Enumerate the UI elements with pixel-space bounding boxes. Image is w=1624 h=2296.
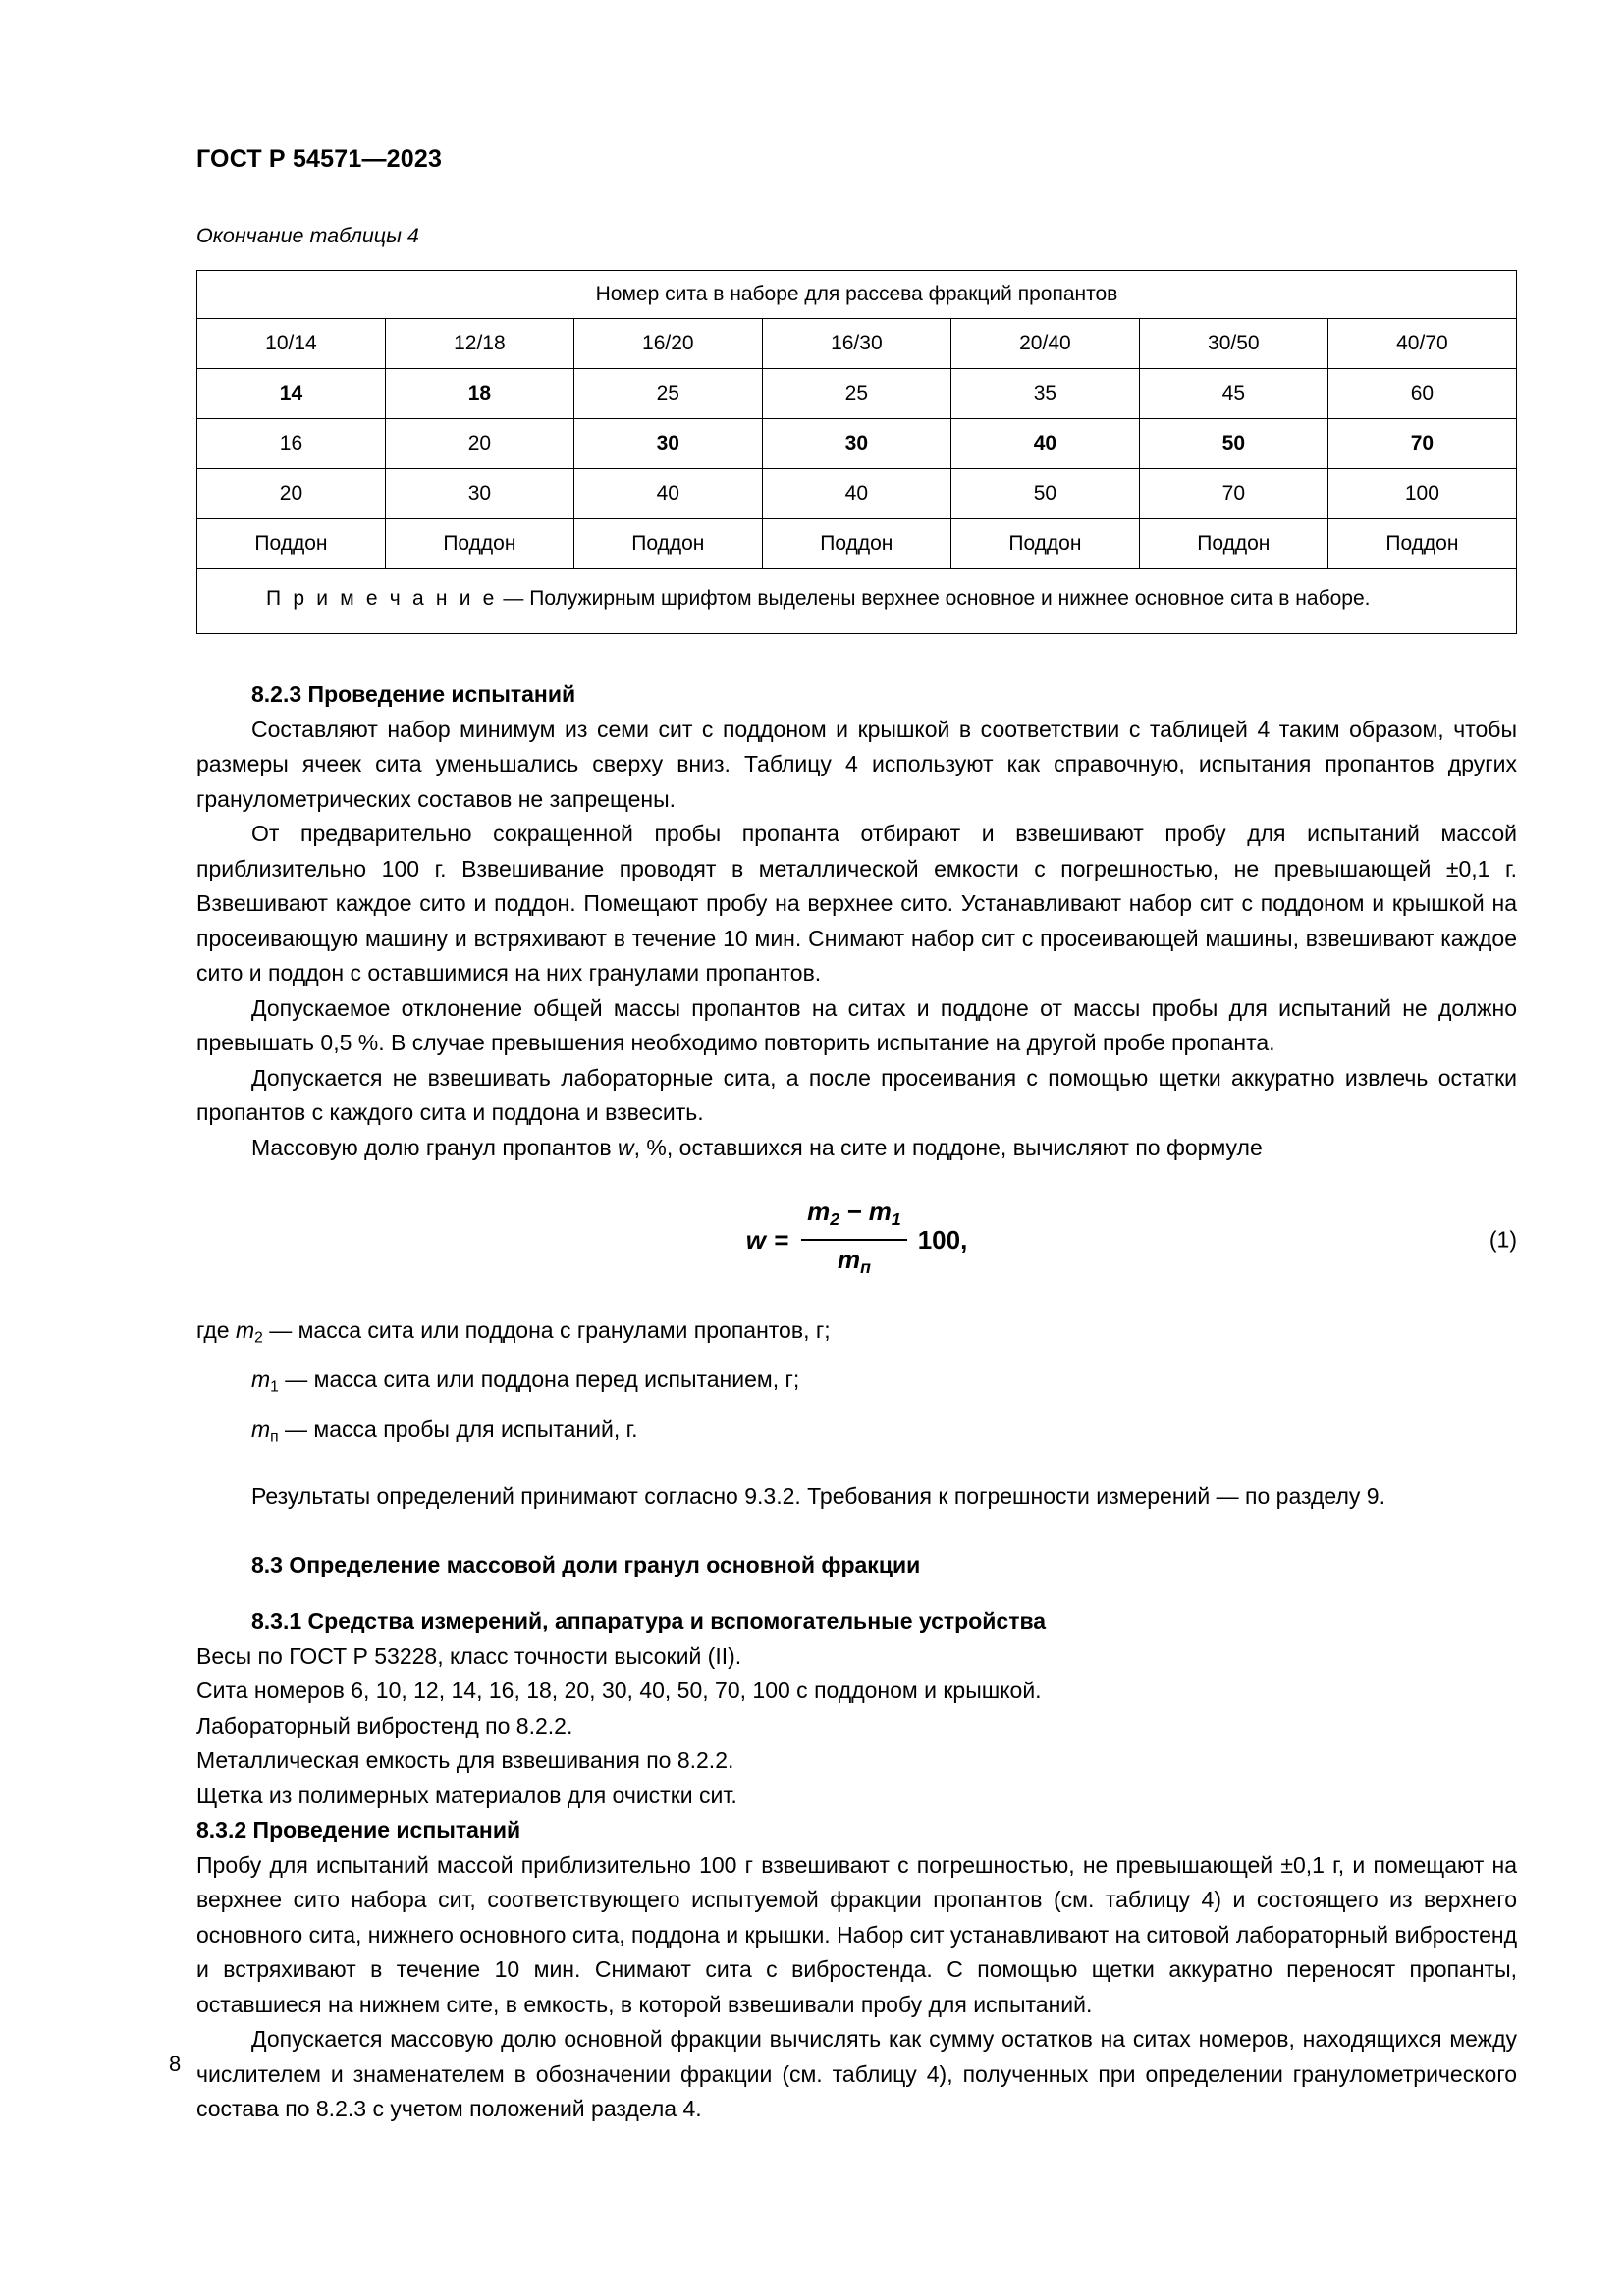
table-row <box>197 369 1517 419</box>
cell-r0c2: 25 <box>573 369 762 419</box>
legend-m2-text: — масса сита или поддона с гранулами пропантов, г; <box>262 1316 831 1343</box>
formula-factor: 100, <box>917 1224 968 1255</box>
cell-r1c0: 16 <box>197 419 386 469</box>
paragraph-8-2-3-4: Допускается не взвешивать лабораторные сита, а после просеивания с помощью щетки аккуратно извлечь остатки пропантов с каждого сита и поддона и взвесить. <box>196 1064 1517 1125</box>
legend-where: где <box>196 1316 236 1343</box>
cell-r1c5: 50 <box>1139 419 1327 469</box>
formula-mp-sub: п <box>860 1257 871 1278</box>
list-item: Весы по ГОСТ Р 53228, класс точности высокий (II). <box>196 1642 742 1669</box>
cell-r3c0: Поддон <box>197 519 386 569</box>
document-header: ГОСТ Р 54571—2023 <box>196 145 443 173</box>
column-header-1: 12/18 <box>385 319 573 369</box>
formula-equals: = <box>773 1224 789 1255</box>
table-caption: Окончание таблицы 4 <box>196 224 419 247</box>
legend-m2-symbol: m <box>235 1316 255 1343</box>
formula-fraction <box>801 1195 907 1286</box>
formula-number: (1) <box>1489 1226 1517 1253</box>
table-row <box>197 419 1517 469</box>
list-item: Щетка из полимерных материалов для очистки сит. <box>196 1782 737 1808</box>
formula-m2-sub: 2 <box>830 1208 840 1229</box>
formula-m1-sub: 1 <box>891 1208 901 1229</box>
cell-r2c4: 50 <box>950 469 1139 519</box>
column-header-3: 16/30 <box>762 319 950 369</box>
cell-r0c5: 45 <box>1139 369 1327 419</box>
cell-r2c0: 20 <box>197 469 386 519</box>
table-group-header: Номер сита в наборе для рассева фракций пропантов <box>197 271 1517 319</box>
cell-r2c3: 40 <box>762 469 950 519</box>
cell-r2c2: 40 <box>573 469 762 519</box>
table-note <box>197 569 1517 634</box>
formula-minus: − <box>846 1197 862 1226</box>
section-8-2-3 <box>196 677 1517 2127</box>
formula-mp: m <box>837 1245 861 1275</box>
heading-8-3-1: 8.3.1 Средства измерений, аппаратура и вспомогательные устройства <box>251 1608 1047 1633</box>
column-header-2: 16/20 <box>573 319 762 369</box>
legend-m1-symbol: m <box>251 1366 271 1393</box>
paragraph-8-2-3-1: Составляют набор минимум из семи сит с поддоном и крышкой в соответствии с таблицей 4 таким образом, чтобы размеры ячеек сита уменьшались сверху вниз. Таблицу 4 используют как справочную, испытания пропантов других гранулометрических составов не запрещены. <box>196 716 1517 812</box>
heading-8-3-2: 8.3.2 Проведение испытаний <box>196 1817 521 1842</box>
heading-8-2-3: 8.2.3 Проведение испытаний <box>251 681 576 707</box>
cell-r2c5: 70 <box>1139 469 1327 519</box>
cell-r0c0: 14 <box>197 369 386 419</box>
cell-r3c4: Поддон <box>950 519 1139 569</box>
table-note-label: П р и м е ч а н и е <box>266 587 498 610</box>
variable-w: w <box>618 1134 634 1160</box>
table-group-header-row <box>197 271 1517 319</box>
formula-block <box>196 1195 1517 1286</box>
paragraph-8-2-3-2: От предварительно сокращенной пробы пропанта отбирают и взвешивают пробу для испытаний массой приблизительно 100 г. Взвешивание проводят в металлической емкости с погрешностью, не превышающей ±0,1 г. Взвешивают каждое сито и поддон. Помещают пробу на верхнее сито. Устанавливают набор сит с поддоном и крышкой на просеивающую машину и встряхивают в течение 10 мин. Снимают набор сит с просеивающей машины, взвешивают каждое сито и поддон с оставшимися на них гранулами пропантов. <box>196 821 1517 986</box>
cell-r3c1: Поддон <box>385 519 573 569</box>
cell-r0c1: 18 <box>385 369 573 419</box>
paragraph-8-2-3-6: Результаты определений принимают согласно 9.3.2. Требования к погрешности измерений — по разделу 9. <box>251 1483 1385 1509</box>
cell-r2c6: 100 <box>1327 469 1516 519</box>
paragraph-8-3-2-1: Пробу для испытаний массой приблизительно 100 г взвешивают с погрешностью, не превышающей ±0,1 г, и помещают на верхнее сито набора сит, соответствующего испытуемой фракции пропантов (см. таблицу 4) и состоящего из верхнего основного сита, нижнего основного сита, поддона и крышки. Набор сит устанавливают на ситовой лабораторный вибростенд и встряхивают в течение 10 мин. Снимают сита с вибростенда. С помощью щетки аккуратно переносят пропанты, оставшиеся на нижнем сите, в емкость, в которой взвешивали пробу для испытаний. <box>196 1851 1517 2017</box>
cell-r0c4: 35 <box>950 369 1139 419</box>
table-row <box>197 519 1517 569</box>
formula-denominator <box>832 1241 877 1285</box>
cell-r1c4: 40 <box>950 419 1139 469</box>
column-header-5: 30/50 <box>1139 319 1327 369</box>
paragraph-8-3-2-2: Допускается массовую долю основной фракции вычислять как сумму остатков на ситах номеров, находящихся между числителем и знаменателем в обозначении фракции (см. таблицу 4), полученных при определении гранулометрического состава по 8.2.3 с учетом положений раздела 4. <box>196 2026 1517 2121</box>
table-column-header-row <box>197 319 1517 369</box>
heading-8-3: 8.3 Определение массовой доли гранул основной фракции <box>251 1551 921 1577</box>
paragraph-8-2-3-3: Допускаемое отклонение общей массы пропантов на ситах и поддоне от массы пробы для испытаний не должно превышать 0,5 %. В случае превышения необходимо повторить испытание на другой пробе пропанта. <box>196 994 1517 1055</box>
formula-lhs: w <box>745 1224 766 1255</box>
cell-r3c3: Поддон <box>762 519 950 569</box>
cell-r1c3: 30 <box>762 419 950 469</box>
cell-r2c1: 30 <box>385 469 573 519</box>
table-row <box>197 469 1517 519</box>
page-number: 8 <box>169 2052 182 2076</box>
column-header-0: 10/14 <box>197 319 386 369</box>
cell-r3c2: Поддон <box>573 519 762 569</box>
list-item: Металлическая емкость для взвешивания по 8.2.2. <box>196 1747 734 1773</box>
table-note-text: — Полужирным шрифтом выделены верхнее основное и нижнее основное сита в наборе. <box>503 587 1371 610</box>
cell-r3c5: Поддон <box>1139 519 1327 569</box>
cell-r3c6: Поддон <box>1327 519 1516 569</box>
legend-mp-text: — масса пробы для испытаний, г. <box>278 1415 638 1442</box>
list-item: Сита номеров 6, 10, 12, 14, 16, 18, 20, 30, 40, 50, 70, 100 с поддоном и крышкой. <box>196 1678 1042 1703</box>
legend-m1-text: — масса сита или поддона перед испытанием, г; <box>278 1366 800 1393</box>
column-header-4: 20/40 <box>950 319 1139 369</box>
cell-r0c3: 25 <box>762 369 950 419</box>
legend-line-m1 <box>196 1359 1517 1408</box>
column-header-6: 40/70 <box>1327 319 1516 369</box>
legend-m1-sub: 1 <box>270 1378 279 1396</box>
list-item: Лабораторный вибростенд по 8.2.2. <box>196 1712 573 1738</box>
table-note-row <box>197 569 1517 634</box>
legend-line-mp <box>196 1409 1517 1458</box>
formula-numerator <box>801 1195 907 1241</box>
paragraph-8-2-3-5 <box>196 1131 1517 1166</box>
formula-m2: m <box>807 1197 831 1226</box>
formula-lead-in-post: , %, оставшихся на сите и поддоне, вычисляют по формуле <box>633 1134 1263 1160</box>
legend-mp-symbol: m <box>251 1415 271 1442</box>
formula-lead-in-pre: Массовую долю гранул пропантов <box>251 1134 619 1160</box>
formula-m1: m <box>868 1197 892 1226</box>
cell-r1c1: 20 <box>385 419 573 469</box>
legend-line-m2 <box>196 1309 1517 1359</box>
legend-mp-sub: п <box>270 1428 279 1445</box>
cell-r1c6: 70 <box>1327 419 1516 469</box>
formula-expression <box>746 1195 968 1286</box>
legend-m2-sub: 2 <box>254 1329 263 1347</box>
sieve-table <box>196 270 1517 634</box>
cell-r0c6: 60 <box>1327 369 1516 419</box>
cell-r1c2: 30 <box>573 419 762 469</box>
